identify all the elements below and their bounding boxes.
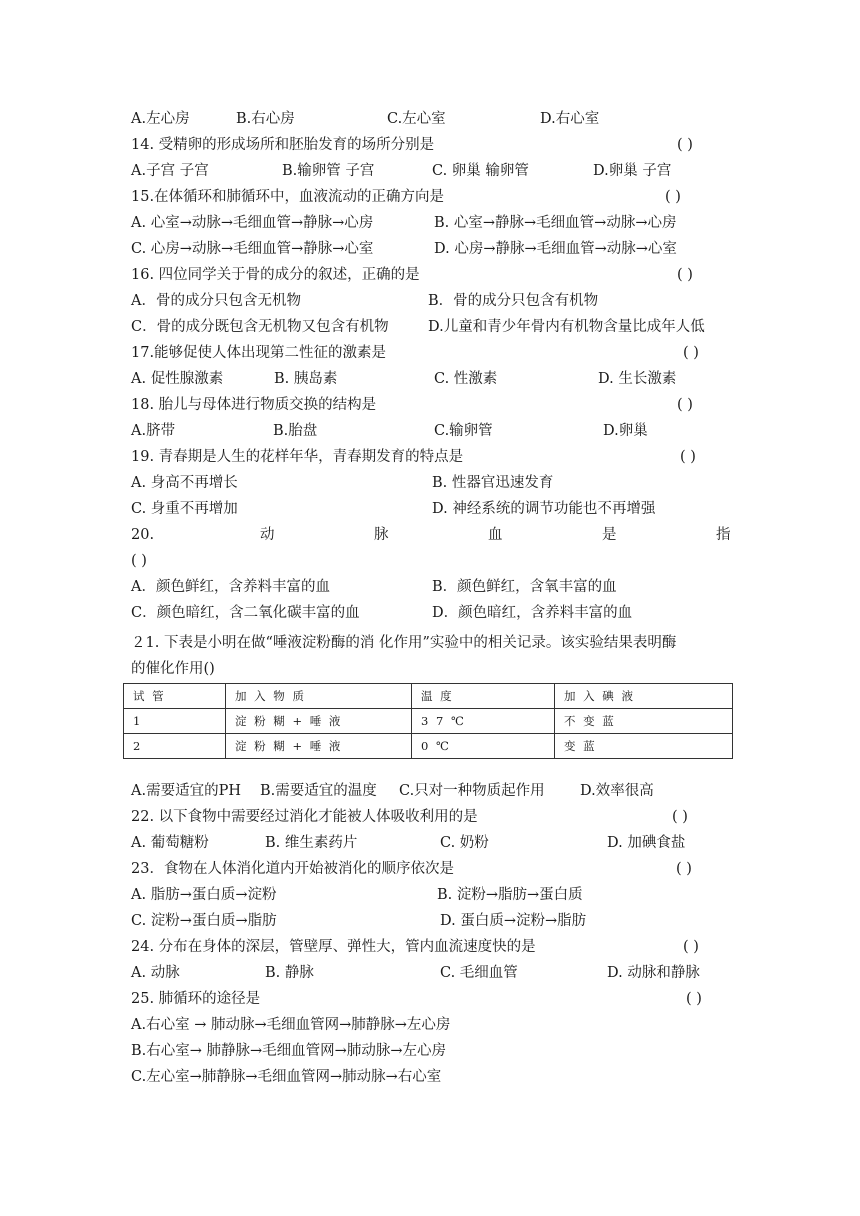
q22-option-c: C. 奶粉 <box>440 835 489 851</box>
q17-option-b: B. 胰岛素 <box>274 371 338 387</box>
table-cell: 不 变 蓝 <box>555 709 733 734</box>
q16-option-c: C．骨的成分既包含无机物又包含有机物 <box>131 319 389 335</box>
table-cell: 0 ℃ <box>412 734 555 759</box>
q20-option-b: B．颜色鲜红，含氧丰富的血 <box>432 579 617 595</box>
q18-option-c: C.输卵管 <box>434 423 493 439</box>
table-cell: 3 7 ℃ <box>412 709 555 734</box>
q13-option-a: A.左心房 <box>131 111 190 127</box>
q23-option-c: C. 淀粉→蛋白质→脂肪 <box>131 913 277 929</box>
q23-option-a: A. 脂肪→蛋白质→淀粉 <box>131 887 277 903</box>
q20-option-c: C．颜色暗红，含二氧化碳丰富的血 <box>131 605 360 621</box>
experiment-table <box>123 683 733 759</box>
q14-option-d: D.卵巢 子宫 <box>593 163 672 179</box>
q19-answer-paren: ( ) <box>680 449 696 465</box>
q22-stem: 22. 以下食物中需要经过消化才能被人体吸收利用的是 <box>131 809 478 825</box>
q17-option-c: C. 性激素 <box>434 371 498 387</box>
q20-word: 脉 <box>374 527 389 543</box>
q19-option-d: D. 神经系统的调节功能也不再增强 <box>432 501 656 517</box>
q25-stem: 25. 肺循环的途径是 <box>131 991 261 1007</box>
q20-word: 指 <box>716 527 731 543</box>
q15-stem: 15.在体循环和肺循环中，血液流动的正确方向是 <box>131 189 445 205</box>
q18-answer-paren: ( ) <box>677 397 693 413</box>
table-header: 加 入 碘 液 <box>555 684 733 709</box>
q13-option-d: D.右心室 <box>540 111 600 127</box>
table-cell: 淀 粉 糊 + 唾 液 <box>226 734 412 759</box>
q21-stem-line2: 的催化作用() <box>131 661 215 677</box>
q14-option-b: B.输卵管 子宫 <box>282 163 375 179</box>
q21-option-b: B.需要适宜的温度 <box>260 783 377 799</box>
q23-stem: 23．食物在人体消化道内开始被消化的顺序依次是 <box>131 861 454 877</box>
q15-answer-paren: ( ) <box>665 189 681 205</box>
q16-option-d: D.儿童和青少年骨内有机物含量比成年人低 <box>428 319 705 335</box>
q22-option-a: A. 葡萄糖粉 <box>131 835 209 851</box>
q24-option-c: C. 毛细血管 <box>440 965 518 981</box>
q17-stem: 17.能够促使人体出现第二性征的激素是 <box>131 345 387 361</box>
q21-option-d: D.效率很高 <box>580 783 654 799</box>
table-cell: 2 <box>124 734 226 759</box>
q16-option-b: B．骨的成分只包含有机物 <box>428 293 599 309</box>
q24-stem: 24. 分布在身体的深层，管壁厚、弹性大，管内血流速度快的是 <box>131 939 536 955</box>
q15-option-c: C. 心房→动脉→毛细血管→静脉→心室 <box>131 241 374 257</box>
q15-option-a: A. 心室→动脉→毛细血管→静脉→心房 <box>131 215 374 231</box>
q15-option-d: D. 心房→静脉→毛细血管→动脉→心室 <box>434 241 677 257</box>
q16-option-a: A．骨的成分只包含无机物 <box>131 293 301 309</box>
q23-answer-paren: ( ) <box>676 861 692 877</box>
q15-option-b: B. 心室→静脉→毛细血管→动脉→心房 <box>434 215 677 231</box>
table-header: 温 度 <box>412 684 555 709</box>
q20-number: 20. <box>131 527 155 543</box>
q25-option-c: C.左心室→肺静脉→毛细血管网→肺动脉→右心室 <box>131 1069 442 1085</box>
q25-answer-paren: ( ) <box>686 991 702 1007</box>
q20-answer-paren: ( ) <box>131 553 147 569</box>
q20-option-a: A．颜色鲜红，含养料丰富的血 <box>131 579 330 595</box>
q20-word: 是 <box>602 527 617 543</box>
q19-option-b: B. 性器官迅速发育 <box>432 475 554 491</box>
q14-answer-paren: ( ) <box>677 137 693 153</box>
q13-option-b: B.右心房 <box>236 111 295 127</box>
q21-option-c: C.只对一种物质起作用 <box>399 783 545 799</box>
q17-option-a: A. 促性腺激素 <box>131 371 224 387</box>
q23-option-b: B. 淀粉→脂肪→蛋白质 <box>437 887 583 903</box>
q25-option-a: A.右心室 → 肺动脉→毛细血管网→肺静脉→左心房 <box>131 1017 451 1033</box>
q21-option-a: A.需要适宜的PH <box>131 783 241 799</box>
q19-option-c: C. 身重不再增加 <box>131 501 238 517</box>
q18-option-a: A.脐带 <box>131 423 176 439</box>
q24-option-a: A. 动脉 <box>131 965 180 981</box>
q19-stem: 19. 青春期是人生的花样年华，青春期发育的特点是 <box>131 449 464 465</box>
q19-option-a: A. 身高不再增长 <box>131 475 238 491</box>
q14-stem: 14. 受精卵的形成场所和胚胎发育的场所分别是 <box>131 137 435 153</box>
q24-option-d: D. 动脉和静脉 <box>607 965 700 981</box>
q22-answer-paren: ( ) <box>672 809 688 825</box>
q23-option-d: D. 蛋白质→淀粉→脂肪 <box>440 913 587 929</box>
table-cell: 变 蓝 <box>555 734 733 759</box>
q20-word: 血 <box>488 527 503 543</box>
q24-answer-paren: ( ) <box>683 939 699 955</box>
table-row <box>124 709 733 734</box>
table-cell: 1 <box>124 709 226 734</box>
q22-option-b: B. 维生素药片 <box>265 835 358 851</box>
q21-stem-line1: ２1. 下表是小明在做“唾液淀粉酶的消 化作用”实验中的相关记录。该实验结果表明酶 <box>131 635 677 651</box>
table-header-row <box>124 684 733 709</box>
q25-option-b: B.右心室→ 肺静脉→毛细血管网→肺动脉→左心房 <box>131 1043 446 1059</box>
q17-answer-paren: ( ) <box>683 345 699 361</box>
q13-option-c: C.左心室 <box>387 111 446 127</box>
q18-option-d: D.卵巢 <box>603 423 648 439</box>
table-header: 加 入 物 质 <box>226 684 412 709</box>
table-row <box>124 734 733 759</box>
q20-word: 动 <box>260 527 275 543</box>
q16-answer-paren: ( ) <box>677 267 693 283</box>
q17-option-d: D. 生长激素 <box>598 371 677 387</box>
q22-option-d: D. 加碘食盐 <box>607 835 686 851</box>
table-cell: 淀 粉 糊 + 唾 液 <box>226 709 412 734</box>
q18-option-b: B.胎盘 <box>273 423 318 439</box>
q20-option-d: D．颜色暗红，含养料丰富的血 <box>432 605 633 621</box>
q18-stem: 18. 胎儿与母体进行物质交换的结构是 <box>131 397 377 413</box>
table-header: 试 管 <box>124 684 226 709</box>
q14-option-c: C. 卵巢 输卵管 <box>432 163 529 179</box>
q24-option-b: B. 静脉 <box>265 965 314 981</box>
q16-stem: 16. 四位同学关于骨的成分的叙述，正确的是 <box>131 267 420 283</box>
q14-option-a: A.子宫 子宫 <box>131 163 209 179</box>
